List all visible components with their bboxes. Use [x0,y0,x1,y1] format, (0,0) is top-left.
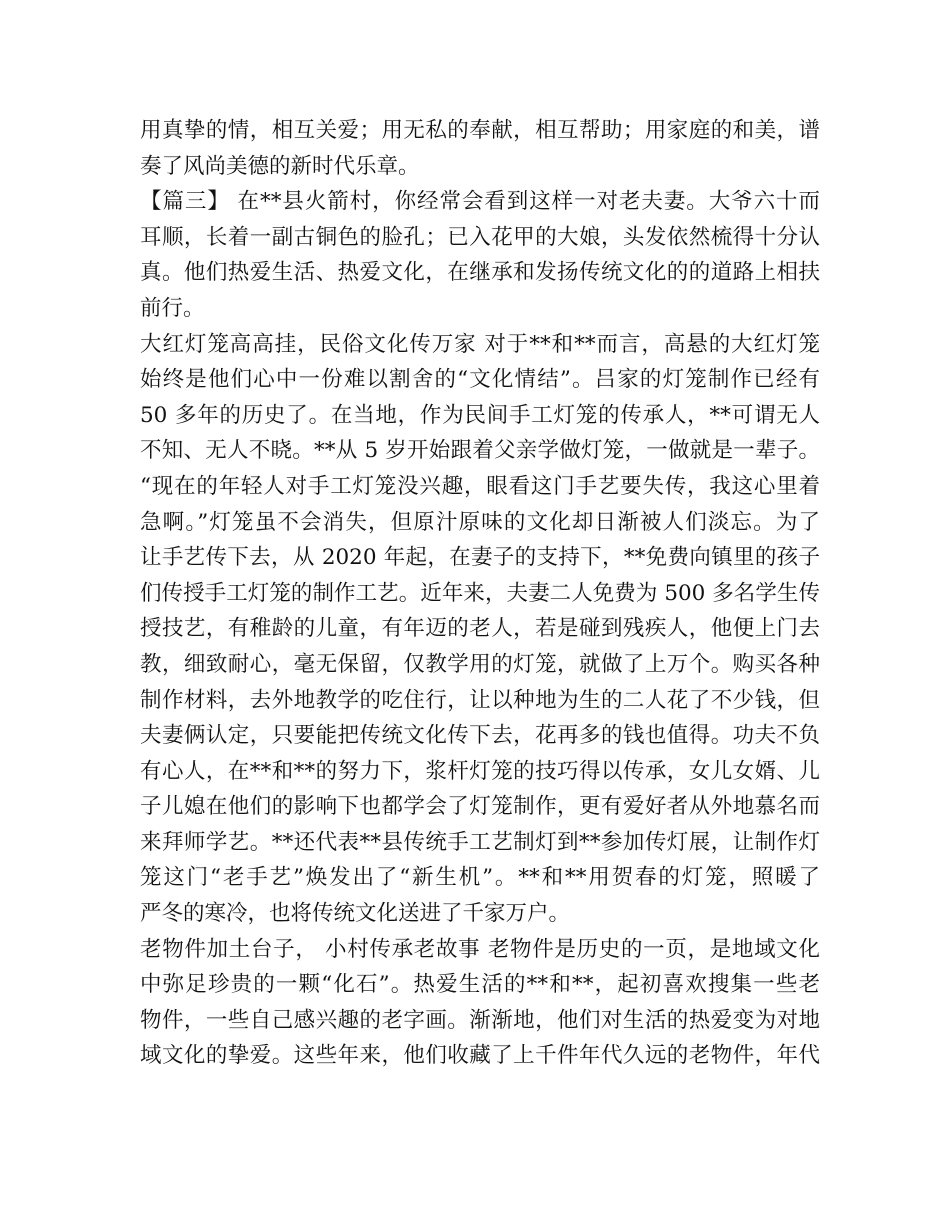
text-line: 用真挚的情，相互关爱；用无私的奉献，相互帮助；用家庭的和美，谱 [140,118,820,143]
text-line: 50 多年的历史了。在当地，作为民间手工灯笼的传承人，**可谓无人 [140,402,820,428]
text-line: 授技艺，有稚龄的儿童，有年迈的老人，若是碰到残疾人，他便上门去 [140,616,820,642]
text-line: 来拜师学艺。**还代表**县传统手工艺制灯到**参加传灯展，让制作灯 [140,829,820,855]
body-text [140,113,820,1074]
text-line: 真。他们热爱生活、热爱文化，在继承和发扬传统文化的的道路上相扶 [140,260,820,286]
text-line: 有心人，在**和**的努力下，浆杆灯笼的技巧得以传承，女儿女婿、儿 [140,758,820,784]
text-line: 始终是他们心中一份难以割舍的“文化情结”。吕家的灯笼制作已经有 [140,367,820,393]
text-line: 不知、无人不晓。**从 5 岁开始跟着父亲学做灯笼，一做就是一辈子。 [140,438,820,464]
text-line: 夫妻俩认定，只要能把传统文化传下去，花再多的钱也值得。功夫不负 [140,723,820,749]
text-line: 笼这门“老手艺”焕发出了“新生机”。**和**用贺春的灯笼，照暖了 [140,865,820,891]
text-line: 们传授手工灯笼的制作工艺。近年来，夫妻二人免费为 500 多名学生传 [140,580,820,606]
text-line: 中弥足珍贵的一颗“化石”。热爱生活的**和**，起初喜欢搜集一些老 [140,972,820,998]
text-line: 奏了风尚美德的新时代乐章。 [140,153,420,179]
text-line: 严冬的寒冷，也将传统文化送进了千家万户。 [140,901,571,927]
text-line: “现在的年轻人对手工灯笼没兴趣，眼看这门手艺要失传，我这心里着 [140,473,820,499]
text-line: 耳顺，长着一副古铜色的脸孔；已入花甲的大娘，头发依然梳得十分认 [140,224,820,250]
text-line: 大红灯笼高高挂，民俗文化传万家 对于**和**而言，高悬的大红灯笼 [140,331,820,357]
text-line: 老物件加土台子， 小村传承老故事 老物件是历史的一页，是地域文化 [140,936,820,962]
text-line: 急啊。”灯笼虽不会消失，但原汁原味的文化却日渐被人们淡忘。为了 [140,509,820,535]
text-line: 【篇三】 在**县火箭村，你经常会看到这样一对老夫妻。大爷六十而 [140,189,820,215]
text-line: 物件，一些自己感兴趣的老字画。渐渐地，他们对生活的热爱变为对地 [140,1007,820,1033]
text-line: 制作材料，去外地教学的吃住行，让以种地为生的二人花了不少钱，但 [140,687,820,713]
text-line: 子儿媳在他们的影响下也都学会了灯笼制作，更有爱好者从外地慕名而 [140,794,820,820]
text-line: 域文化的挚爱。这些年来，他们收藏了上千件年代久远的老物件，年代 [140,1043,820,1069]
text-line: 让手艺传下去，从 2020 年起，在妻子的支持下，**免费向镇里的孩子 [140,545,820,571]
text-line: 教，细致耐心，毫无保留，仅教学用的灯笼，就做了上万个。购买各种 [140,651,820,677]
text-line: 前行。 [140,295,205,321]
